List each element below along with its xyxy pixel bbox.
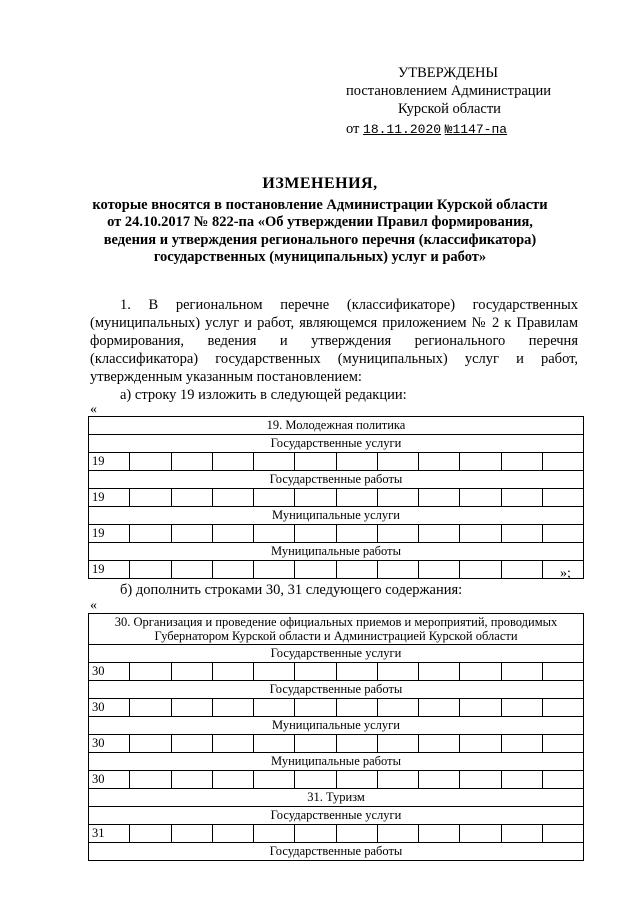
row-number-cell: 19 (89, 525, 130, 543)
empty-cell (254, 825, 295, 843)
empty-cell (460, 663, 501, 681)
empty-cell (542, 771, 583, 789)
empty-cell (542, 699, 583, 717)
table-section-header: Муниципальные услуги (89, 717, 584, 735)
title-heading: ИЗМЕНЕНИЯ, (262, 175, 378, 192)
empty-cell (336, 663, 377, 681)
empty-cell (171, 663, 212, 681)
empty-cell (212, 735, 253, 753)
table-section-header: Муниципальные услуги (89, 507, 584, 525)
empty-cell (130, 699, 171, 717)
empty-cell (460, 735, 501, 753)
empty-cell (336, 771, 377, 789)
empty-cell (377, 771, 418, 789)
empty-cell (130, 525, 171, 543)
empty-cell (460, 489, 501, 507)
empty-cell (295, 489, 336, 507)
empty-cell (542, 825, 583, 843)
empty-cell (295, 699, 336, 717)
table-row (89, 735, 584, 753)
table-section-header: 19. Молодежная политика (89, 417, 584, 435)
empty-cell (254, 453, 295, 471)
table-section-header: 30. Организация и проведение официальных приемов и мероприятий, проводимых Губернатором Курской области и Администрацией Курской области (89, 614, 584, 645)
empty-cell (336, 489, 377, 507)
empty-cell (460, 699, 501, 717)
paragraph-text: 1. В региональном перечне (классификаторе) государственных (муниципальных) услуг и работ, являющемся приложением № 2 к Правилам формирования, ведения и утверждения регионального перечня (классификатора) государственных (муниципальных) услуг и работ, утвержденным указанным постановлением: (90, 297, 578, 385)
empty-cell (419, 699, 460, 717)
empty-cell (501, 825, 542, 843)
approval-line: Курской области (398, 101, 501, 117)
empty-cell (212, 771, 253, 789)
empty-cell (212, 489, 253, 507)
empty-cell (254, 699, 295, 717)
empty-cell (460, 561, 501, 579)
empty-cell (419, 453, 460, 471)
empty-cell (377, 561, 418, 579)
empty-cell (542, 663, 583, 681)
empty-cell (501, 699, 542, 717)
row-number-cell: 19 (89, 561, 130, 579)
empty-cell (542, 525, 583, 543)
empty-cell (295, 663, 336, 681)
approval-block (340, 64, 580, 139)
empty-cell (295, 735, 336, 753)
empty-cell (419, 525, 460, 543)
empty-cell (419, 735, 460, 753)
table-row (89, 699, 584, 717)
title-line: ведения и утверждения регионального перечня (классификатора) (103, 231, 537, 248)
classifier-table-19 (88, 416, 584, 579)
table-row (89, 663, 584, 681)
empty-cell (336, 735, 377, 753)
empty-cell (295, 561, 336, 579)
close-quote: »; (560, 566, 571, 581)
empty-cell (377, 699, 418, 717)
empty-cell (254, 735, 295, 753)
empty-cell (130, 453, 171, 471)
empty-cell (171, 453, 212, 471)
table-row (89, 561, 584, 579)
empty-cell (377, 525, 418, 543)
table-row (89, 771, 584, 789)
empty-cell (130, 771, 171, 789)
empty-cell (254, 771, 295, 789)
empty-cell (130, 825, 171, 843)
empty-cell (171, 825, 212, 843)
empty-cell (336, 825, 377, 843)
table-section-header: Государственные работы (89, 681, 584, 699)
empty-cell (254, 663, 295, 681)
empty-cell (212, 525, 253, 543)
empty-cell (171, 489, 212, 507)
table-section-header: Государственные услуги (89, 807, 584, 825)
row-number-cell: 19 (89, 453, 130, 471)
table-section-header: Муниципальные работы (89, 753, 584, 771)
empty-cell (295, 525, 336, 543)
empty-cell (212, 663, 253, 681)
approval-date: 18.11.2020 (363, 122, 442, 137)
empty-cell (419, 489, 460, 507)
empty-cell (336, 699, 377, 717)
row-number-cell: 30 (89, 699, 130, 717)
empty-cell (254, 561, 295, 579)
empty-cell (336, 525, 377, 543)
empty-cell (171, 771, 212, 789)
empty-cell (419, 663, 460, 681)
item-a: а) строку 19 изложить в следующей редакции: (120, 387, 407, 403)
empty-cell (542, 489, 583, 507)
empty-cell (171, 699, 212, 717)
item-b: б) дополнить строками 30, 31 следующего содержания: (120, 582, 463, 598)
table-section-header: 31. Туризм (89, 789, 584, 807)
table-section-header: Государственные работы (89, 471, 584, 489)
empty-cell (130, 489, 171, 507)
row-number-cell: 30 (89, 663, 130, 681)
classifier-table-30-31 (88, 613, 584, 861)
empty-cell (377, 489, 418, 507)
empty-cell (130, 735, 171, 753)
row-number-cell: 19 (89, 489, 130, 507)
body-paragraph (90, 296, 578, 386)
empty-cell (542, 735, 583, 753)
table-section-header: Государственные услуги (89, 435, 584, 453)
title-line: которые вносятся в постановление Администрации Курской области (92, 196, 548, 213)
empty-cell (377, 825, 418, 843)
title-line: государственных (муниципальных) услуг и работ» (153, 249, 487, 266)
empty-cell (212, 825, 253, 843)
empty-cell (501, 663, 542, 681)
empty-cell (501, 453, 542, 471)
table-row (89, 525, 584, 543)
approval-number: №1147-па (444, 122, 508, 137)
table-row (89, 825, 584, 843)
empty-cell (460, 825, 501, 843)
empty-cell (501, 771, 542, 789)
empty-cell (130, 663, 171, 681)
empty-cell (295, 453, 336, 471)
empty-cell (212, 453, 253, 471)
approval-date-line (340, 120, 580, 139)
empty-cell (542, 453, 583, 471)
empty-cell (377, 663, 418, 681)
empty-cell (377, 735, 418, 753)
empty-cell (212, 561, 253, 579)
empty-cell (254, 525, 295, 543)
row-number-cell: 30 (89, 771, 130, 789)
empty-cell (460, 525, 501, 543)
row-number-cell: 30 (89, 735, 130, 753)
empty-cell (419, 825, 460, 843)
table-section-header: Государственные работы (89, 843, 584, 861)
empty-cell (501, 735, 542, 753)
approval-title: УТВЕРЖДЕНЫ (398, 65, 499, 81)
empty-cell (501, 561, 542, 579)
open-quote: « (90, 402, 97, 417)
empty-cell (171, 735, 212, 753)
table-section-header: Муниципальные работы (89, 543, 584, 561)
empty-cell (295, 771, 336, 789)
empty-cell (419, 771, 460, 789)
empty-cell (130, 561, 171, 579)
approval-line: постановлением Администрации (346, 83, 552, 99)
table-section-header: Государственные услуги (89, 645, 584, 663)
empty-cell (212, 699, 253, 717)
empty-cell (171, 561, 212, 579)
table-row (89, 489, 584, 507)
document-title (60, 175, 580, 267)
empty-cell (501, 525, 542, 543)
empty-cell (336, 453, 377, 471)
empty-cell (419, 561, 460, 579)
table-row (89, 453, 584, 471)
empty-cell (460, 453, 501, 471)
empty-cell (460, 771, 501, 789)
row-number-cell: 31 (89, 825, 130, 843)
empty-cell (336, 561, 377, 579)
empty-cell (377, 453, 418, 471)
empty-cell (171, 525, 212, 543)
date-prefix: от (346, 121, 360, 137)
empty-cell (254, 489, 295, 507)
open-quote-2: « (90, 598, 97, 613)
empty-cell (501, 489, 542, 507)
title-line: от 24.10.2017 № 822-па «Об утверждении Правил формирования, (107, 214, 533, 231)
empty-cell (295, 825, 336, 843)
